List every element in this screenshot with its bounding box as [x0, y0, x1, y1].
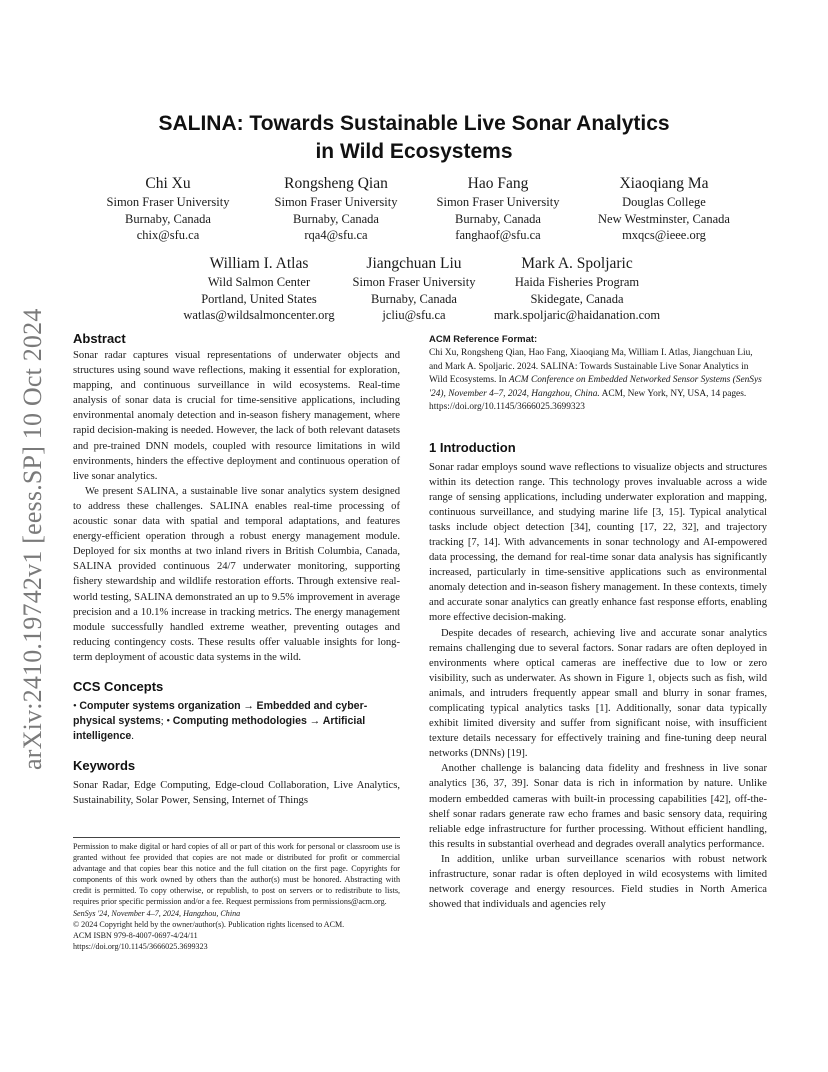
right-column: [429, 333, 767, 912]
author-block: [554, 174, 774, 244]
author-email: rqa4@sfu.ca: [304, 228, 368, 242]
author-affiliation: Haida Fisheries Program: [514, 275, 640, 289]
author-location: Burnaby, Canada: [455, 211, 541, 226]
author-email: mxqcs@ieee.org: [622, 228, 706, 242]
author-affiliation: Wild Salmon Center: [207, 275, 311, 289]
isbn-line: ACM ISBN 979-8-4007-0697-4/24/11: [73, 930, 198, 940]
acm-reference-authors: Chi Xu, Rongsheng Qian, Hao Fang, Xiaoqiang Ma, William I. Atlas, Jiangchuan Liu, and Mark A. Spoljaric. 2024. SALINA: Towards Sustainable Live Sonar Analytics in Wild Ecosystems. In: [429, 348, 753, 385]
author-location: New Westminster, Canada: [598, 211, 730, 226]
arxiv-identifier: arXiv:2410.19742v1 [eess.SP] 10 Oct 2024: [18, 308, 47, 770]
author-name: Chi Xu: [145, 175, 191, 192]
ccs-term: Embedded and cyber-physical systems: [73, 699, 368, 728]
intro-paragraph-4: In addition, unlike urban surveillance scenarios with robust network infrastructure, sonar radar is often deployed in wild ecosystems with limited network coverage and energy resources. Field studies in North America showed that individuals and agencies rely: [429, 853, 767, 911]
author-affiliation: Simon Fraser University: [106, 195, 230, 209]
ccs-bullet: •: [73, 700, 80, 712]
ccs-arrow: →: [306, 716, 323, 728]
abstract-paragraph-2: We present SALINA, a sustainable live sonar analytics system designed to address these challenges. SALINA enables real-time processing of acoustic sonar data with spatial and temporal adaptations, and features energy-efficient operation through a robust energy management module. Deployed for six months at two inland rivers in British Columbia, Canada, SALINA provided continuous 24/7 underwater monitoring, supporting fishery stewardship and wildlife restoration efforts. Through extensive real-world testing, SALINA demonstrated an up to 9.5% improvement in average precision and a 10.1% increase in tracking metrics. The energy management module successfully handled extreme weather, preventing outages and reducing contingency costs. These results offer valuable insights for long-term deployment of acoustic data systems in the wild.: [73, 485, 400, 663]
ccs-arrow: →: [240, 700, 257, 712]
author-email: fanghaof@sfu.ca: [455, 228, 541, 242]
author-email: chix@sfu.ca: [136, 228, 200, 242]
intro-paragraph-3: Another challenge is balancing data fidelity and freshness in live sonar analytics [36, 37, 39]. Sonar data is rich in information by nature. Unlike modern embedded cameras with built-in processing capabilities [42], off-the-shelf sonar radars generate raw echo frames and basic sensory data, requiring reliable edge infrastructure for further processing. Without efficient handling, this results in substantial overhead and degrades overall analytics performance.: [429, 763, 767, 850]
author-name: Hao Fang: [467, 175, 529, 192]
author-affiliation: Douglas College: [622, 195, 706, 209]
author-name: Xiaoqiang Ma: [619, 175, 709, 192]
left-column: [73, 330, 400, 808]
doi-line: https://doi.org/10.1145/3666025.3699323: [73, 941, 208, 951]
abstract-paragraph-1: Sonar radar captures visual representations of underwater objects and structures using sound wave reflections, making it essential for exploration, mapping, and continuous surveillance in wild ecosystems. Real-time analysis of sonar data is crucial for time-sensitive applications, including environmental anomaly detection and in-season fishery management, where rapid decision-making is needed. However, the lack of both relevant datasets and pre-trained DNN models, coupled with resource limitations in wild environments, hinders the effective deployment and continuous operation of live sonar analytics.: [73, 350, 400, 482]
ccs-separator: ; •: [160, 716, 173, 728]
ccs-term: Artificial intelligence: [73, 715, 366, 743]
author-name: Mark A. Spoljaric: [521, 255, 633, 272]
author-affiliation: Simon Fraser University: [352, 275, 476, 289]
ccs-heading: CCS Concepts: [73, 678, 164, 694]
author-email: watlas@wildsalmoncenter.org: [183, 308, 335, 322]
permission-notice: [73, 837, 400, 952]
author-name: Rongsheng Qian: [284, 175, 388, 192]
author-block: [457, 254, 697, 324]
ccs-concepts: [73, 699, 400, 744]
permission-text: Permission to make digital or hard copies of all or part of this work for personal or classroom use is granted without fee provided that copies are not made or distributed for profit or commercial advantage and that copies bear this notice and the full citation on the first page. Copyrights for components of this work owned by others than the author(s) must be honored. Abstracting with credit is permitted. To copy otherwise, or republish, to post on servers or to redistribute to lists, requires prior specific permission and/or a fee. Request permissions from permissions@acm.org.: [73, 842, 400, 907]
acm-reference-text: [429, 347, 767, 415]
intro-paragraph-1: Sonar radar employs sound wave reflections to visualize objects and structures within its detection range. This technology proves invaluable across a wide range of sensing applications, including underwater exploration and mapping, continuous surveillance, and studying marine life [3, 15]. Typical analytical tasks include object detection [34], counting [17, 22, 32], and trajectory tracking [7, 14]. With advancements in sonar technology and AI-empowered data processing, the demand for real-time sonar data analysis has significantly increased, particularly in time-sensitive applications such as environmental anomaly detection and in-season fishery management. In these contexts, timely and accurate sonar analytics can greatly enhance fast response efforts, enabling more effective decision-making.: [429, 461, 767, 624]
acm-reference-publisher: ACM, New York, NY, USA, 14 pages. https://doi.org/10.1145/3666025.3699323: [429, 388, 747, 412]
introduction-heading: 1 Introduction: [429, 439, 516, 455]
acm-reference-venue: ACM Conference on Embedded Networked Sensor Systems (SenSys '24), November 4–7, 2024, Hangzhou, China.: [429, 375, 762, 399]
keywords-text: Sonar Radar, Edge Computing, Edge-cloud Collaboration, Live Analytics, Sustainability, Solar Power, Sensing, Internet of Things: [73, 780, 400, 807]
author-location: Skidegate, Canada: [530, 291, 624, 306]
author-name: Jiangchuan Liu: [366, 255, 462, 272]
author-location: Portland, United States: [201, 291, 317, 306]
keywords-heading: Keywords: [73, 758, 136, 774]
author-name: William I. Atlas: [209, 255, 309, 272]
author-email: mark.spoljaric@haidanation.com: [493, 308, 661, 322]
ccs-term: Computer systems organization: [79, 699, 241, 712]
intro-paragraph-2: Despite decades of research, achieving live and accurate sonar analytics remains challenging due to several factors. Sonar radars are often deployed in environments where optical cameras are ineffective due to low or zero visibility, such as underwater. As shown in Figure 1, objects such as fish, wild animals, and intruders frequently appear small and blurry in sonar frames, complicating typical analytics tasks [1]. Additionally, sonar data typically exhibit limited diversity and suffer from significant noise, with insufficient texture details necessary for effectively training and fine-tuning deep neural networks (DNNs) [19].: [429, 627, 767, 760]
acm-reference-heading: ACM Reference Format:: [429, 334, 538, 345]
author-location: Burnaby, Canada: [293, 211, 379, 226]
title-line-1: SALINA: Towards Sustainable Live Sonar Analytics: [158, 112, 670, 135]
author-email: jcliu@sfu.ca: [382, 308, 446, 322]
author-location: Burnaby, Canada: [125, 211, 211, 226]
author-affiliation: Simon Fraser University: [436, 195, 560, 209]
abstract-heading: Abstract: [73, 331, 126, 346]
author-location: Burnaby, Canada: [371, 291, 457, 306]
ccs-end: .: [131, 731, 134, 743]
copyright-line: © 2024 Copyright held by the owner/author(s). Publication rights licensed to ACM.: [73, 919, 345, 929]
venue-line: SenSys '24, November 4–7, 2024, Hangzhou, China: [73, 908, 241, 918]
paper-title: [100, 110, 728, 166]
author-affiliation: Simon Fraser University: [274, 195, 398, 209]
ccs-term: Computing methodologies: [172, 715, 307, 728]
title-line-2: in Wild Ecosystems: [315, 140, 513, 163]
